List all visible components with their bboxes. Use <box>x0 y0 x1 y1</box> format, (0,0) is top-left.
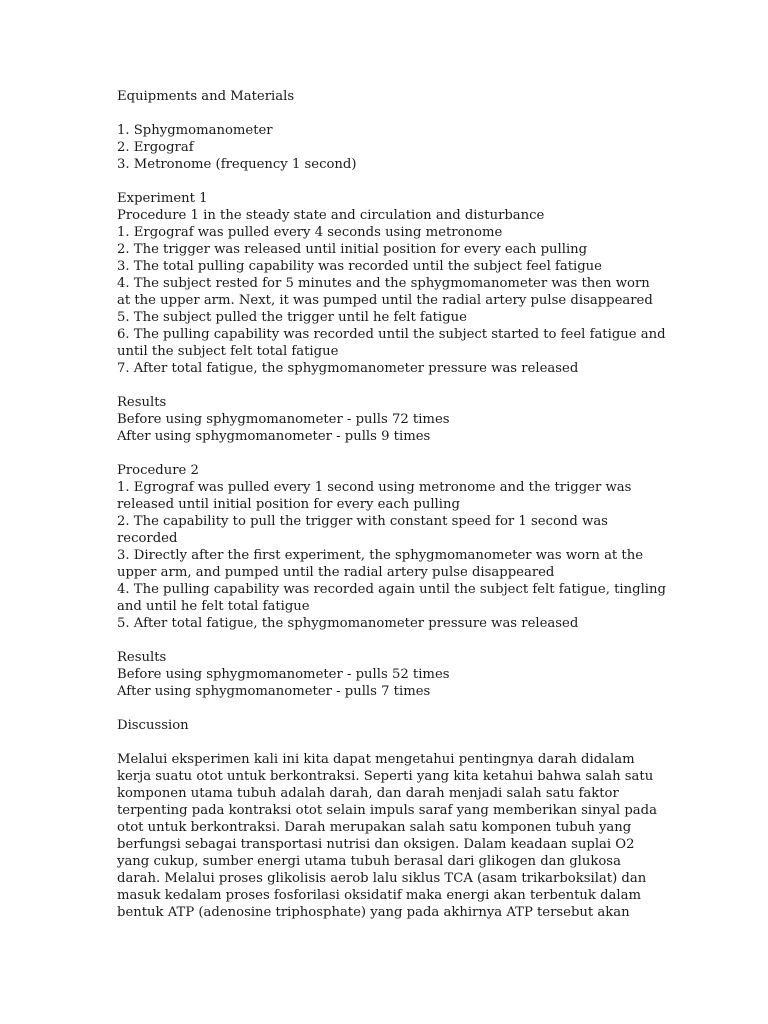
blank-line <box>117 700 728 717</box>
text-line: Melalui eksperimen kali ini kita dapat mengetahui pentingnya darah didalam <box>117 752 635 767</box>
text-line: kerja suatu otot untuk berkontraksi. Seperti yang kita ketahui bahwa salah satu <box>117 769 654 784</box>
text-line: recorded <box>117 531 178 546</box>
text-line: After using sphygmomanometer - pulls 9 times <box>117 429 431 444</box>
text-line: bentuk ATP (adenosine triphosphate) yang pada akhirnya ATP tersebut akan <box>117 905 630 920</box>
text-line: Results <box>117 395 167 410</box>
text-line: released until initial position for every each pulling <box>117 497 460 512</box>
text-line: at the upper arm. Next, it was pumped until the radial artery pulse disappeared <box>117 293 653 308</box>
text-line: 3. Directly after the first experiment, the sphygmomanometer was worn at the <box>117 548 644 563</box>
text-line: terpenting pada kontraksi otot selain impuls saraf yang memberikan sinyal pada <box>117 803 657 818</box>
text-line: Equipments and Materials <box>117 89 295 104</box>
text-line: until the subject felt total fatigue <box>117 344 339 359</box>
blank-line <box>117 445 728 462</box>
text-line: and until he felt total fatigue <box>117 599 310 614</box>
text-line: 2. The capability to pull the trigger with constant speed for 1 second was <box>117 514 608 529</box>
text-line: 2. The trigger was released until initial position for every each pulling <box>117 242 588 257</box>
text-line: berfungsi sebagai transportasi nutrisi dan oksigen. Dalam keadaan suplai O2 <box>117 837 635 852</box>
text-line: 7. After total fatigue, the sphygmomanometer pressure was released <box>117 361 579 376</box>
text-line: 3. Metronome (frequency 1 second) <box>117 157 357 172</box>
text-line: 5. After total fatigue, the sphygmomanometer pressure was released <box>117 616 579 631</box>
blank-line <box>117 734 728 751</box>
text-line: 5. The subject pulled the trigger until he felt fatigue <box>117 310 467 325</box>
blank-line <box>117 105 728 122</box>
text-line: 1. Egrograf was pulled every 1 second using metronome and the trigger was <box>117 480 632 495</box>
text-line: 1. Sphygmomanometer <box>117 123 273 138</box>
blank-line <box>117 173 728 190</box>
text-line: Experiment 1 <box>117 191 208 206</box>
blank-line <box>117 632 728 649</box>
text-line: After using sphygmomanometer - pulls 7 times <box>117 684 431 699</box>
text-line: 4. The subject rested for 5 minutes and the sphygmomanometer was then worn <box>117 276 650 291</box>
text-line: yang cukup, sumber energi utama tubuh berasal dari glikogen dan glukosa <box>117 854 621 869</box>
text-line: upper arm, and pumped until the radial artery pulse disappeared <box>117 565 555 580</box>
text-line: masuk kedalam proses fosforilasi oksidatif maka energi akan terbentuk dalam <box>117 888 641 903</box>
text-line: Discussion <box>117 718 189 733</box>
text-line: darah. Melalui proses glikolisis aerob lalu siklus TCA (asam trikarboksilat) dan <box>117 871 647 886</box>
text-line: Before using sphygmomanometer - pulls 52 times <box>117 667 450 682</box>
text-line: 2. Ergograf <box>117 140 194 155</box>
blank-line <box>117 377 728 394</box>
text-line: 6. The pulling capability was recorded until the subject started to feel fatigue and <box>117 327 666 342</box>
text-line: 1. Ergograf was pulled every 4 seconds using metronome <box>117 225 503 240</box>
text-line: otot untuk berkontraksi. Darah merupakan salah satu komponen tubuh yang <box>117 820 632 835</box>
text-line: 3. The total pulling capability was recorded until the subject feel fatigue <box>117 259 602 274</box>
text-line: komponen utama tubuh adalah darah, dan darah menjadi salah satu faktor <box>117 786 619 801</box>
text-line: 4. The pulling capability was recorded again until the subject felt fatigue, tingling <box>117 582 666 597</box>
text-line: Before using sphygmomanometer - pulls 72 times <box>117 412 450 427</box>
text-line: Procedure 1 in the steady state and circulation and disturbance <box>117 208 545 223</box>
text-line: Results <box>117 650 167 665</box>
text-line: Procedure 2 <box>117 463 199 478</box>
